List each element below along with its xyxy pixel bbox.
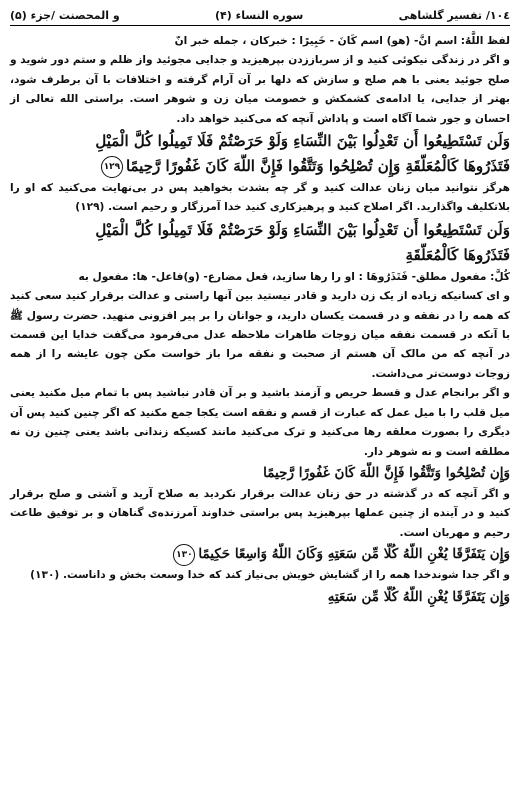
verse-line: وَإِن تُصْلِحُوا وَتَتَّقُوا فَإِنَّ اللَّهَ كَانَ غَفُورًا رَّحِيمًا [263,464,510,481]
page-header [10,6,510,26]
juz-label: و المحصنت /جزء (۵) [10,9,120,22]
verse-line: وَإِن يَتَفَرَّقَا يُغْنِ اللَّهُ كُلًّا مِّن سَعَتِهِ [327,588,510,605]
commentary-paragraph: و اگر در زندگی نیکوئی کنید و از سرباززدن بپرهیزید و جدایی مجوئید واز ظلم و ستم دور شوید و صلح جوئید یعنی با هم صلح و سازش که دلها بر آن آرام گرفته و اختلافات با آن برطرف شود، بهتر از جدایی، یا ادامه‌ی کشمکش و خصومت میان زن و شوهر است. براستی الله تعالی از احسان و جور شما آگاه است و پاداش آنچه که می‌کنید خواهد داد. [10,54,510,125]
commentary-paragraph: و ای کسانیکه زیاده از یک زن دارید و قادر نیستید بین آنها راستی و عدالت برقرار کنید سعی کنید که همه را در نفقه و در قسمت یکسان دارید، و جوانان را بر پیر افزونی منهید. حضرت رسول ﷺ با آنکه در قسمت نفقه میان زوجات طاهرات ملاحظه عدل می‌فرمود می‌گفت خدایا این قسمت در آنچه که من مالک آن هستم از صحبت و نفقه مرا باز خواست مکن چون عایشه را از همه زوجات دوست‌تر می‌داشت. [10,290,510,380]
grammar-note-1: لفظ اللَّهُ: اسم انَّ- (هو) اسم كَانَ - خَبِيرًا : خبركان ، جمله خبر انّ [174,35,510,47]
verse-line: وَلَن تَسْتَطِيعُوا أَن تَعْدِلُوا بَيْنَ النِّسَاءِ وَلَوْ حَرَصْتُمْ فَلَا تَمِيلُوا كُلَّ الْمَيْلِ [95,132,510,151]
verse-line: فَتَذَرُوهَا كَالْمُعَلَّقَةِ وَإِن تُصْلِحُوا وَتَتَّقُوا فَإِنَّ اللَّهَ كَانَ غَفُورًا رَّحِيمًا۱۲۹ [10,154,510,179]
ayah-marker-129: ۱۲۹ [101,156,123,178]
commentary-paragraph: و اگر برانجام عدل و قسط حریص و آزمند باشید و بر آن قادر نباشید پس با تمام میل مکنید یعنی میل قلب را با میل عمل که عبارت از قسم و نفقه است یکجا جمع مکنید که اگر چنین کنید پس آن دیگری را بصورت معلقه رها می‌کنید و ترک می‌کنید مانند کسیکه زندانی باشد یعنی چنین زن نه مطلقه است و نه شوهر دار. [10,387,510,458]
page-number-title: ١٠٤/ تفسیر گلشاهی [398,9,510,22]
grammar-note-2: كُلَّ: مفعول مطلق- فَتَذَرُوهَا : او را رها سازید، فعل مضارع- (و)فاعل- ها: مفعول به [78,270,510,283]
translation-paragraph: و اگر جدا شوندخدا همه را از گشایش خویش بی‌نیاز کند که خدا وسعت بخش و داناست. (۱۳۰) [30,569,510,582]
verse-line: وَلَن تَسْتَطِيعُوا أَن تَعْدِلُوا بَيْنَ النِّسَاءِ وَلَوْ حَرَصْتُمْ فَلَا تَمِيلُوا كُلَّ الْمَيْلِ [95,220,510,239]
page-body [10,32,510,609]
surah-name: سوره النساء (۴) [215,9,304,22]
verse-line: وَإِن يَتَفَرَّقَا يُغْنِ اللَّهُ كُلًّا مِّن سَعَتِهِ وَكَانَ اللَّهُ وَاسِعًا حَكِيمًا۱۳۰ [10,543,510,566]
translation-paragraph: هرگز نتوانید میان زنان عدالت کنید و گر چه بشدت بخواهید پس در بی‌نهایت می‌کنید که او را بلاتکلیف واگذارید. اگر اصلاح کنید و پرهیزکاری کنید خدا آمرزگار و رحیم است. (۱۲۹) [10,182,510,214]
verse-line: فَتَذَرُوهَا كَالْمُعَلَّقَةِ [405,245,510,264]
commentary-paragraph: و اگر آنچه که در گذشته در حق زنان عدالت برقرار نکردید به صلاح آرید و آشتی و صلح برقرار کنید و در آینده از چنین عملها بپرهیزید پس براستی خداوند آمرزنده‌ی گناهان و بر توفیق طاعت رحیم و مهربان است. [10,487,510,539]
ayah-marker-130: ۱۳۰ [173,544,195,566]
